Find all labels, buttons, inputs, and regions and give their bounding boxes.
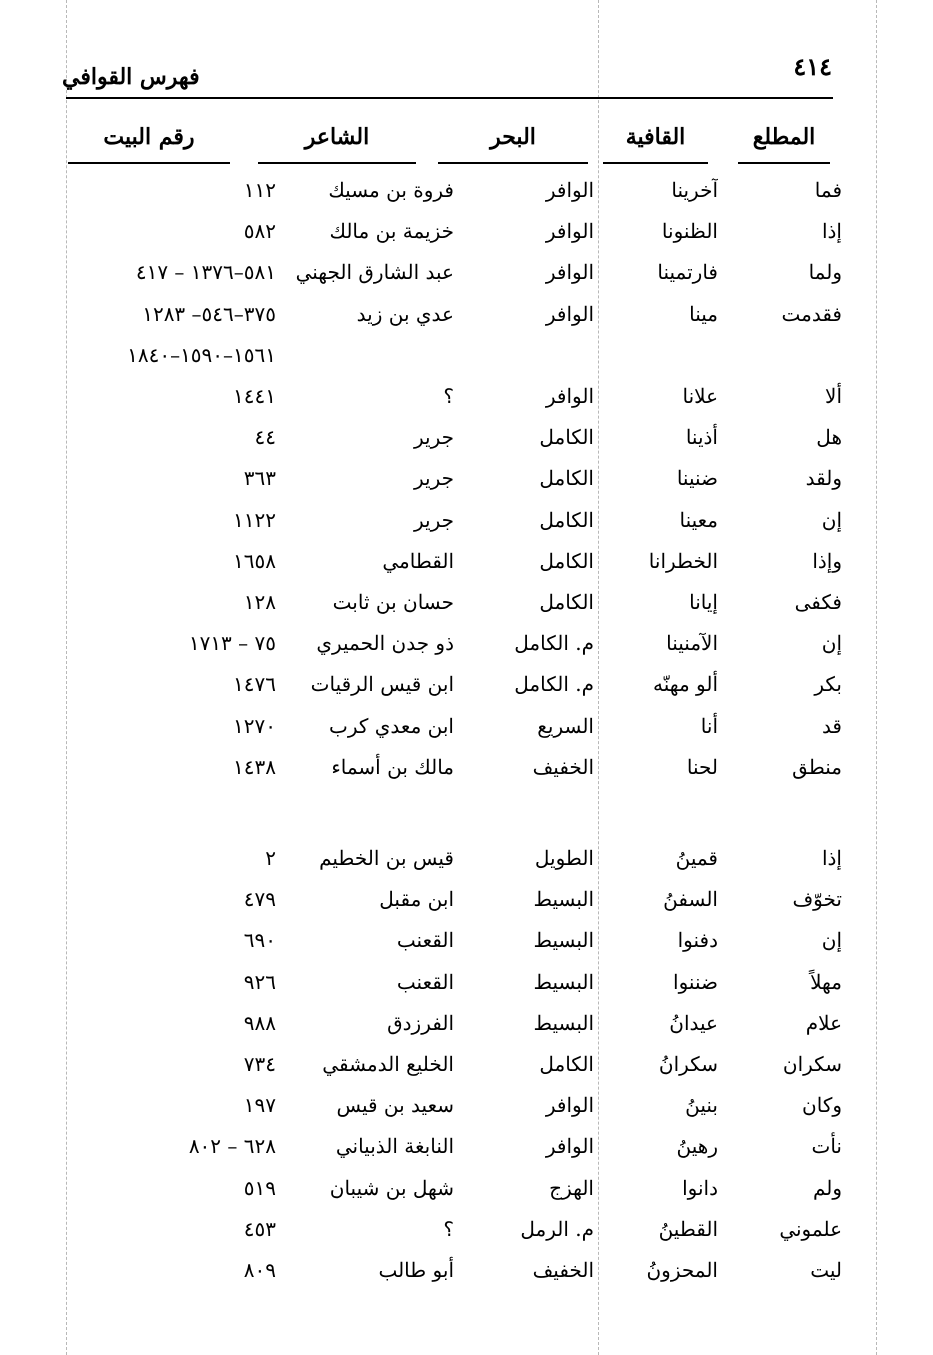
table-row [0,500,933,540]
poet-cell: ؟ [443,1217,454,1241]
poet-cell: سعيد بن قيس [336,1093,454,1117]
bahr-cell: البسيط [533,970,594,994]
qafiya-cell: السفنُ [663,887,718,911]
column-header-rule [258,162,416,164]
poet-cell: أبو طالب [378,1258,454,1282]
bahr-cell: الوافر [545,302,594,326]
table-row [0,664,933,704]
verse-number-cell: ٦٢٨ – ٨٠٢ [188,1134,276,1158]
poet-cell: ابن مقبل [379,887,454,911]
qafiya-cell: المحزونُ [646,1258,718,1282]
bahr-cell: م. الرمل [520,1217,594,1241]
verse-number-cell: ٥١٩ [243,1176,276,1200]
verse-number-cell: ١٥٦١–١٥٩٠–١٨٤٠ [127,343,276,367]
matla-cell: وإذا [812,549,842,573]
matla-cell: فما [814,178,842,202]
bahr-cell: الوافر [545,1093,594,1117]
qafiya-cell: بنينُ [685,1093,718,1117]
matla-cell [735,335,842,375]
matla-cell: ولما [808,260,842,284]
bahr-cell: الوافر [545,260,594,284]
poet-cell: القعنب [396,970,454,994]
matla-cell: ولقد [805,466,842,490]
column-header-rule [603,162,708,164]
verse-number-cell: ٨٠٩ [243,1258,276,1282]
table-row [0,1003,933,1043]
bahr-cell: الكامل [539,466,594,490]
table-row [0,376,933,416]
verse-number-cell: ٦٩٠ [243,928,276,952]
matla-cell: مهلاً [810,970,842,994]
verse-number-cell: ١٢٧٠ [233,714,276,738]
table-row [0,211,933,251]
table-row [0,623,933,663]
bahr-cell: الكامل [539,1052,594,1076]
column-header-rule [738,162,830,164]
matla-cell: فقدمت [781,302,842,326]
verse-number-cell: ٤٥٣ [243,1217,276,1241]
qafiya-cell: أنا [700,714,718,738]
bahr-cell: الكامل [539,549,594,573]
column-header-bahr: البحر [490,124,536,150]
table-row [0,1250,933,1290]
matla-cell: سكران [782,1052,842,1076]
bahr-cell: الخفيف [532,1258,594,1282]
matla-cell: فكفى [794,590,842,614]
poet-cell: جرير [414,466,454,490]
table-row [0,1085,933,1125]
bahr-cell: م. الكامل [514,631,594,655]
qafiya-cell: الظنونا [661,219,718,243]
table-row [0,962,933,1002]
table-row [0,458,933,498]
column-header-rule [68,162,230,164]
table-row [0,170,933,210]
matla-cell: إذا [821,219,842,243]
qafiya-cell: ضننوا [673,970,718,994]
table-row [0,706,933,746]
verse-number-cell: ٣٦٣ [243,466,276,490]
verse-number-cell: ٥٨١–١٣٧٦ – ٤١٧ [135,260,276,284]
poet-cell: شهل بن شيبان [329,1176,454,1200]
verse-number-cell: ٤٧٩ [243,887,276,911]
poet-cell: ابن معدي كرب [329,714,454,738]
matla-cell: علام [805,1011,842,1035]
qafiya-cell: ضنينا [676,466,718,490]
matla-cell: ألا [825,384,842,408]
poet-cell: خزيمة بن مالك [329,219,454,243]
header-rule [66,97,833,99]
qafiya-cell: الخطرانا [648,549,718,573]
poet-cell: النابغة الذبياني [335,1134,454,1158]
verse-number-cell: ٢ [265,846,276,870]
table-row [0,252,933,292]
matla-cell: ليت [810,1258,842,1282]
qafiya-cell: عيدانُ [669,1011,718,1035]
poet-cell: عبد الشارق الجهني [295,260,454,284]
bahr-cell: الطويل [534,846,594,870]
column-header-shaer: الشاعر [304,124,370,150]
qafiya-cell: سكرانُ [658,1052,718,1076]
table-row [0,747,933,787]
verse-number-cell: ٧٣٤ [243,1052,276,1076]
poet-cell [262,335,454,375]
verse-number-cell: ١٢٨ [243,590,276,614]
qafiya-cell: معينا [679,508,718,532]
bahr-cell: الكامل [539,425,594,449]
verse-number-cell: ١٤٣٨ [233,755,276,779]
matla-cell: إن [821,928,842,952]
matla-cell: إن [821,631,842,655]
table-row [0,1044,933,1084]
qafiya-cell: القطينُ [658,1217,718,1241]
bahr-cell [470,335,594,375]
matla-cell: ولم [812,1176,842,1200]
table-row [0,541,933,581]
bahr-cell: الكامل [539,508,594,532]
column-header-rule [438,162,588,164]
qafiya-cell: قمينُ [675,846,718,870]
bahr-cell: الوافر [545,219,594,243]
qafiya-cell: ألو مهنّه [652,672,718,696]
matla-cell: وكان [802,1093,842,1117]
bahr-cell: السريع [537,714,594,738]
verse-number-cell: ٣٧٥–٥٤٦– ١٢٨٣ [142,302,276,326]
qafiya-cell [600,335,718,375]
qafiya-cell: لحنا [686,755,718,779]
poet-cell: حسان بن ثابت [332,590,454,614]
matla-cell: هل [816,425,842,449]
poet-cell: قيس بن الخطيم [319,846,454,870]
poet-cell: القطامي [382,549,454,573]
table-row [0,838,933,878]
bahr-cell: الهزج [549,1176,594,1200]
qafiya-cell: إيانا [689,590,718,614]
bahr-cell: الوافر [545,1134,594,1158]
matla-cell: قد [821,714,842,738]
verse-number-cell: ١١٢٢ [233,508,276,532]
poet-cell: جرير [414,425,454,449]
poet-cell: فروة بن مسيك [328,178,454,202]
verse-number-cell: ١٩٧ [243,1093,276,1117]
table-row [0,1209,933,1249]
bahr-cell: الخفيف [532,755,594,779]
bahr-cell: البسيط [533,928,594,952]
poet-cell: ذو جدن الحميري [316,631,454,655]
verse-number-cell: ١٤٧٦ [233,672,276,696]
qafiya-cell: رهينُ [676,1134,718,1158]
column-header-qafiya: القافية [625,124,686,150]
qafiya-cell: فارتمينا [657,260,718,284]
table-row [0,294,933,334]
qafiya-cell: علانا [682,384,718,408]
poet-cell: الفرزدق [387,1011,454,1035]
poet-cell: الخليع الدمشقي [322,1052,454,1076]
verse-number-cell: ٩٢٦ [243,970,276,994]
bahr-cell: الوافر [545,178,594,202]
verse-number-cell: ١٦٥٨ [233,549,276,573]
bahr-cell: الوافر [545,384,594,408]
verse-number-cell: ٥٨٢ [243,219,276,243]
bahr-cell: الكامل [539,590,594,614]
matla-cell: بكر [814,672,842,696]
table-row [0,1126,933,1166]
poet-cell: مالك بن أسماء [331,755,454,779]
table-row [0,582,933,622]
table-row [0,920,933,960]
bahr-cell: البسيط [533,887,594,911]
table-row [0,1168,933,1208]
verse-number-cell: ١٤٤١ [233,384,276,408]
verse-number-cell: ١١٢ [243,178,276,202]
qafiya-cell: آخرينا [671,178,718,202]
table-row [0,417,933,457]
verse-number-cell: ٤٤ [254,425,276,449]
qafiya-cell: دفنوا [677,928,718,952]
table-row [0,335,933,375]
table-row [0,879,933,919]
qafiya-cell: أذينا [685,425,718,449]
bahr-cell: البسيط [533,1011,594,1035]
running-title: فهرس القوافي [62,64,200,90]
poet-cell: ؟ [443,384,454,408]
verse-number-cell: ٩٨٨ [243,1011,276,1035]
column-header-raqm: رقم البيت [103,124,195,150]
page-number: ٤١٤ [793,52,832,81]
matla-cell: إذا [821,846,842,870]
poet-cell: القعنب [396,928,454,952]
bahr-cell: م. الكامل [514,672,594,696]
matla-cell: إن [821,508,842,532]
qafiya-cell: مينا [689,302,718,326]
column-header-matla: المطلع [752,124,816,150]
matla-cell: تخوّف [792,887,842,911]
verse-number-cell: ٧٥ – ١٧١٣ [188,631,276,655]
poet-cell: ابن قيس الرقيات [310,672,454,696]
matla-cell: علموني [779,1217,842,1241]
qafiya-cell: الآمنينا [666,631,718,655]
matla-cell: نأت [811,1134,842,1158]
qafiya-cell: دانوا [682,1176,718,1200]
poet-cell: عدي بن زيد [356,302,454,326]
matla-cell: منطق [792,755,842,779]
poet-cell: جرير [414,508,454,532]
